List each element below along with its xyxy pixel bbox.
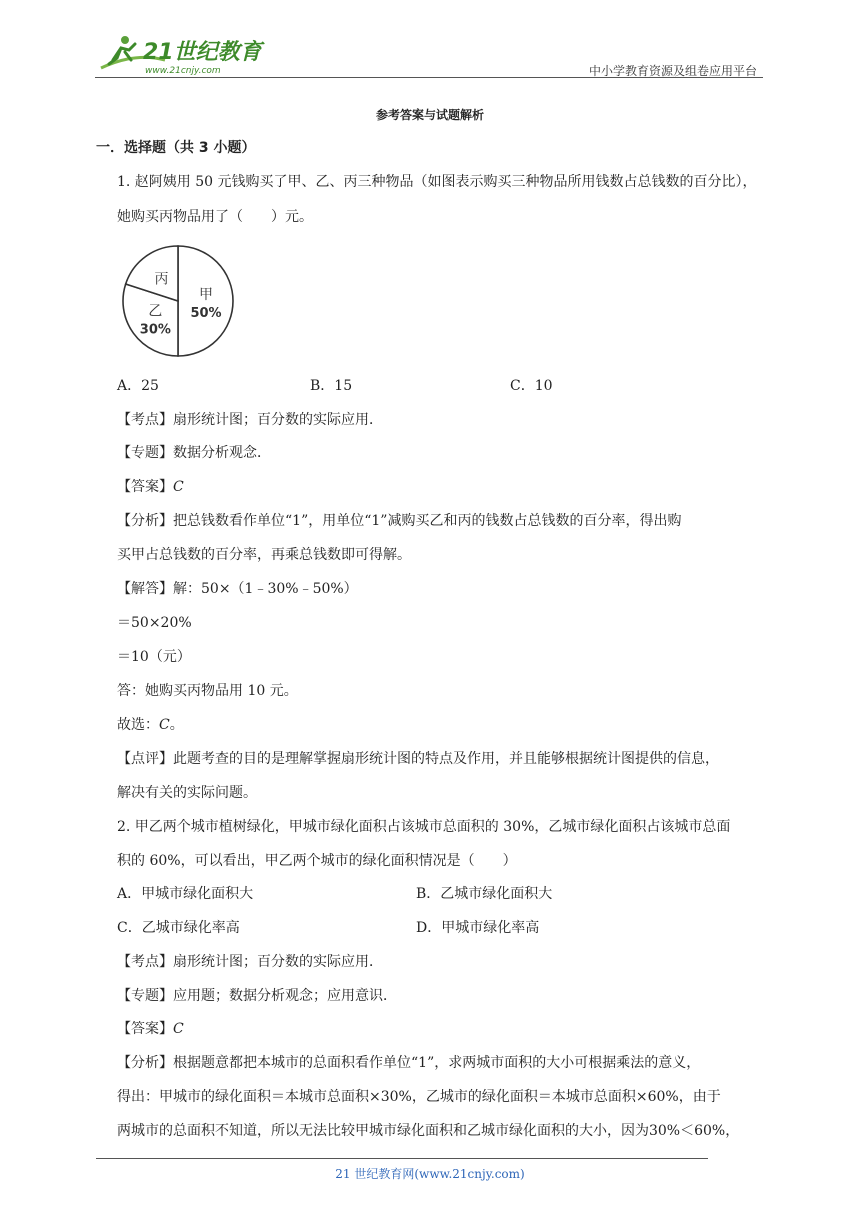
section-heading: 一．选择题（共 3 小题） (96, 140, 256, 156)
q1-dianping-line1: 【点评】此题考查的目的是理解掌握扇形统计图的特点及作用，并且能够根据统计图提供的信息， (117, 751, 719, 767)
q1-jieda-line1: 【解答】解：50×（1﹣30%﹣50%） (117, 581, 358, 597)
q2-answer-value: C (173, 1021, 184, 1037)
q1-answer-label: 【答案】 (117, 479, 173, 495)
q2-option-c: C．乙城市绿化率高 (117, 920, 240, 936)
pie-chart (120, 243, 236, 359)
doc-title: 参考答案与试题解析 (375, 108, 484, 122)
q2-option-d: D．甲城市绿化率高 (416, 920, 540, 936)
page-header (95, 30, 763, 80)
q1-guxuan-suffix: 。 (169, 717, 184, 733)
q2-stem-line2: 积的 60%，可以看出，甲乙两个城市的绿化面积情况是（ ） (117, 853, 517, 869)
logo-text: 21世纪教育 (143, 40, 262, 65)
q1-answer (117, 477, 184, 497)
logo-url: www.21cnjy.com (145, 66, 221, 76)
q1-zhuanti: 【专题】数据分析观念． (117, 445, 271, 461)
q2-zhuanti: 【专题】应用题；数据分析观念；应用意识． (117, 988, 397, 1004)
pie-label-2: 乙 (148, 303, 163, 320)
q2-kaodian: 【考点】扇形统计图；百分数的实际应用． (117, 954, 383, 970)
q2-stem-line1: 2. 甲乙两个城市植树绿化，甲城市绿化面积占该城市总面积的 30%，乙城市绿化面积占该城市总面 (117, 819, 731, 835)
platform-name: 中小学教育资源及组卷应用平台 (588, 64, 757, 78)
q2-option-b: B．乙城市绿化面积大 (416, 886, 553, 902)
q1-dianping-line2: 解决有关的实际问题。 (117, 785, 257, 801)
q1-jieda-line2: ＝50×20% (117, 615, 192, 631)
q2-answer (117, 1019, 184, 1039)
q1-option-b: B．15 (310, 378, 353, 394)
q1-jieda-line3: ＝10（元） (117, 649, 191, 665)
logo (95, 30, 265, 78)
footer-divider (96, 1158, 708, 1159)
q1-guxuan (117, 715, 184, 735)
q1-fenxi-line2: 买甲占总钱数的百分率，再乘总钱数即可得解。 (117, 547, 411, 563)
q1-option-c: C．10 (510, 378, 553, 394)
q1-stem-line1: 1. 赵阿姨用 50 元钱购买了甲、乙、丙三种物品（如图表示购买三种物品所用钱数占总钱数的百分比）， (117, 174, 757, 190)
q2-fenxi-line1: 【分析】根据题意都把本城市的总面积看作单位“1”，求两城市面积的大小可根据乘法的意义， (117, 1055, 701, 1071)
pie-value-label-2: 30% (139, 322, 171, 338)
q1-guxuan-answer: C (159, 717, 170, 733)
q1-guxuan-prefix: 故选： (117, 717, 159, 733)
pie-label-3: 丙 (154, 271, 169, 288)
q2-fenxi-line2: 得出：甲城市的绿化面积＝本城市总面积×30%，乙城市的绿化面积＝本城市总面积×60%，由于 (117, 1089, 721, 1105)
q2-option-a: A．甲城市绿化面积大 (117, 886, 254, 902)
q2-fenxi-line3: 两城市的总面积不知道，所以无法比较甲城市绿化面积和乙城市绿化面积的大小，因为30%＜60%， (117, 1123, 740, 1139)
q1-fenxi-line1: 【分析】把总钱数看作单位“1”，用单位“1”减购买乙和丙的钱数占总钱数的百分率，得出购 (117, 513, 682, 529)
q1-jieda-line4: 答：她购买丙物品用 10 元。 (117, 683, 298, 699)
pie-value-label-1: 50% (190, 306, 222, 321)
header-divider (95, 77, 763, 78)
pie-label-1: 甲 (199, 287, 213, 303)
q2-answer-label: 【答案】 (117, 1021, 173, 1037)
q1-option-a: A．25 (117, 378, 159, 394)
q1-stem-line2: 她购买丙物品用了（ ）元。 (117, 209, 313, 225)
q1-answer-value: C (173, 479, 184, 495)
footer-text: 21 世纪教育网(www.21cnjy.com) (335, 1167, 525, 1181)
q1-kaodian: 【考点】扇形统计图；百分数的实际应用． (117, 412, 383, 428)
